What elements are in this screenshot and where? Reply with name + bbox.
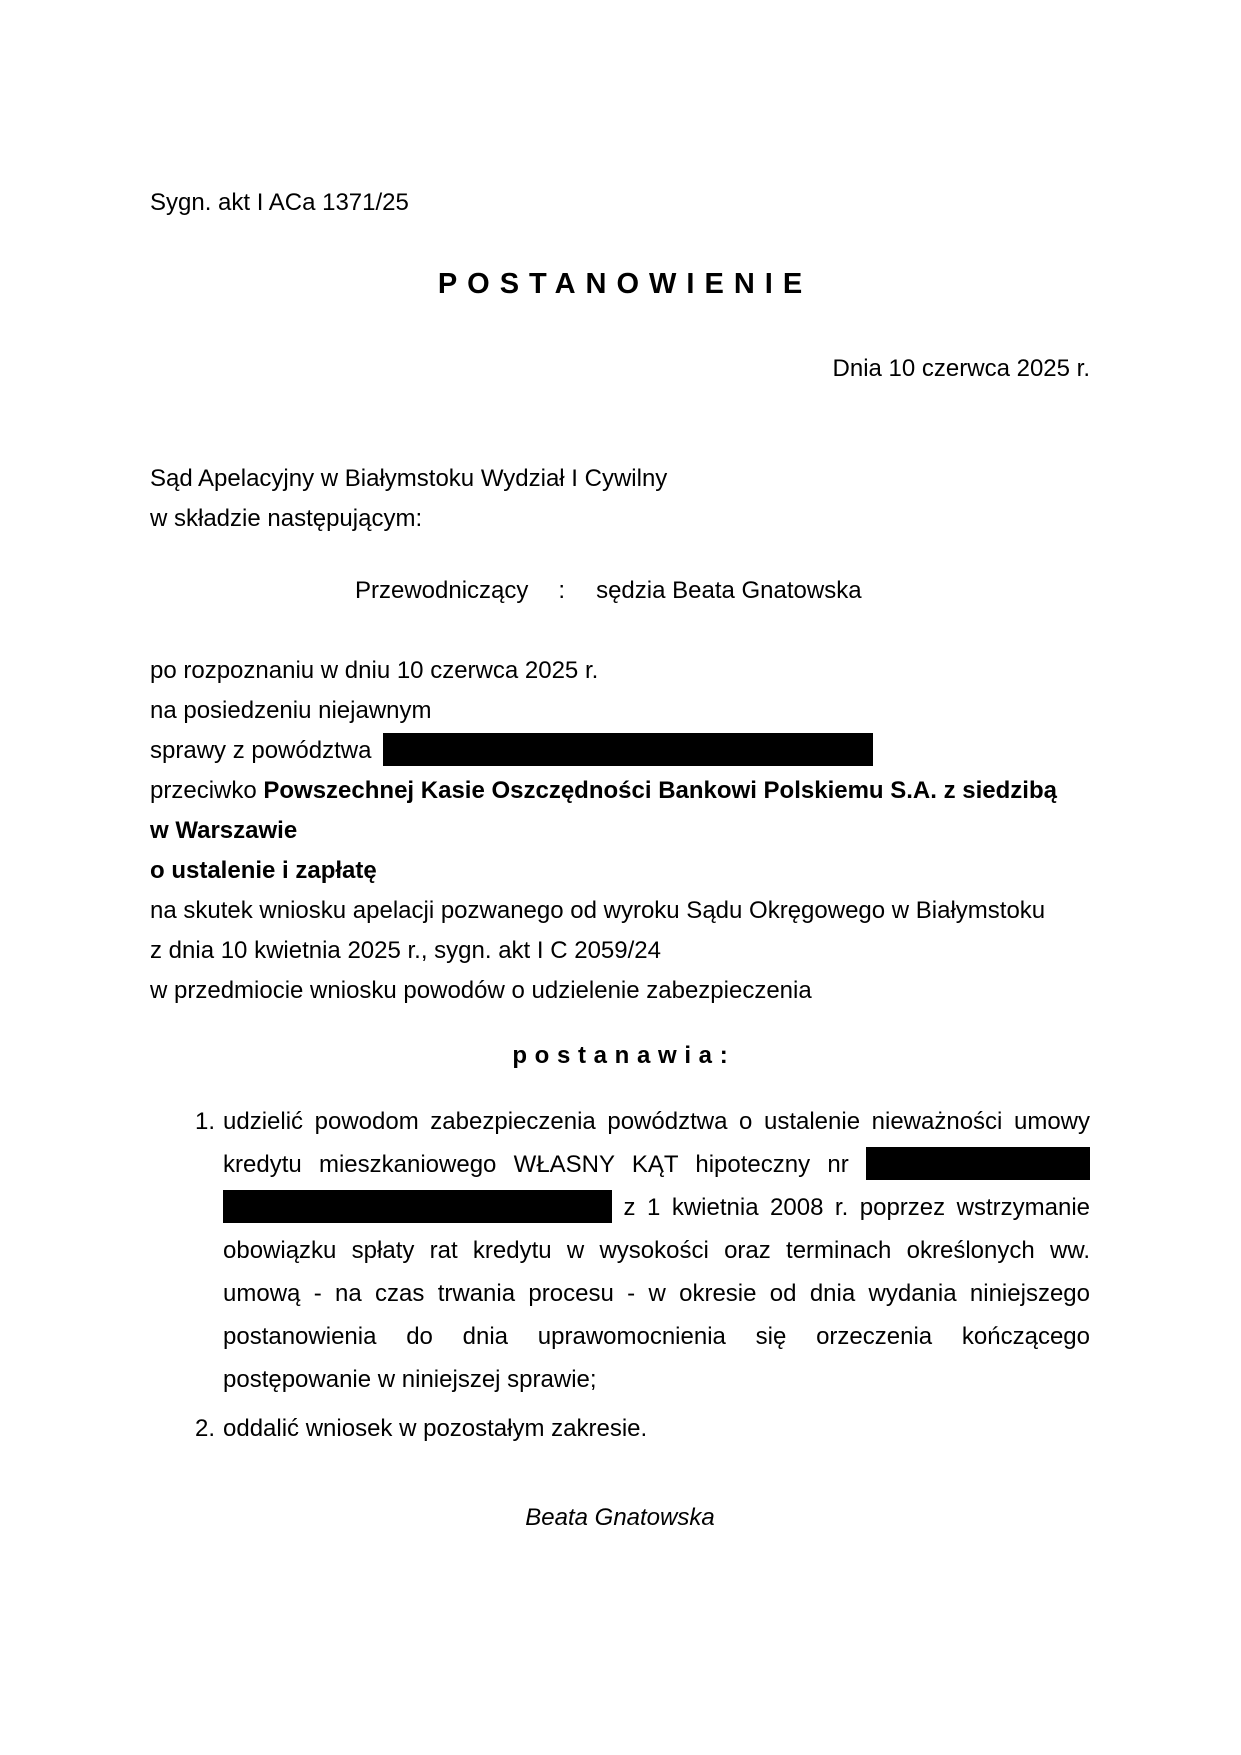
date-line: Dnia 10 czerwca 2025 r. [832,355,1090,382]
ruling-1-line-7: postępowanie w niniejszej sprawie; [223,1366,597,1393]
recitals-block [150,651,1090,1011]
panel-colon: : [558,577,566,604]
composition-intro-line: w składzie następującym: [150,505,423,532]
court-block [150,459,1090,539]
recital-defendant-city: w Warszawie [150,817,298,844]
redaction-bar-contract-1 [866,1147,1090,1180]
rulings-list [150,1100,1090,1450]
ruling-1-line-4: obowiązku spłaty rat kredytu w wysokości oraz terminach określonych ww. [223,1237,1090,1264]
redaction-bar-plaintiff [383,733,873,766]
recital-subject: o ustalenie i zapłatę [150,857,377,884]
defendant-name-bold: Powszechnej Kasie Oszczędności Bankowi Polskiemu S.A. z siedzibą [263,777,1057,804]
ruling-1-line-3-text: z 1 kwietnia 2008 r. poprzez wstrzymanie [623,1194,1090,1221]
recital-defendant [150,771,1090,811]
redaction-bar-contract-2 [223,1190,612,1223]
ruling-1-line-3 [223,1186,1090,1229]
case-number: Sygn. akt I ACa 1371/25 [150,189,409,216]
plaintiff-prefix: sprawy z powództwa [150,737,372,764]
recital-hearing: po rozpoznaniu w dniu 10 czerwca 2025 r. [150,657,599,684]
ruling-1-line-6: postanowienia do dnia uprawomocnienia się orzeczenia kończącego [223,1323,1090,1350]
ruling-2-text: oddalić wniosek w pozostałym zakresie. [223,1415,648,1442]
ruling-heading: p o s t a n a w i a : [512,1042,728,1069]
ruling-1-line-2 [223,1143,1090,1186]
recital-appeal-line2: z dnia 10 kwietnia 2025 r., sygn. akt I C 2059/24 [150,937,661,964]
ruling-1-line-1: udzielić powodom zabezpieczenia powództwa o ustalenie nieważności umowy [223,1108,1090,1135]
ruling-1-line-2-text: kredytu mieszkaniowego WŁASNY KĄT hipoteczny nr [223,1151,849,1178]
signature-name: Beata Gnatowska [525,1504,715,1531]
panel-role: Przewodniczący [355,577,529,604]
ruling-item-1 [150,1100,1090,1401]
defendant-prefix: przeciwko [150,777,257,804]
document-title: POSTANOWIENIE [437,268,813,300]
ruling-1-line-5: umową - na czas trwania procesu - w okresie od dnia wydania niniejszego [223,1280,1090,1307]
ruling-item-2 [150,1407,1090,1450]
recital-plaintiff [150,731,1090,771]
recital-session: na posiedzeniu niejawnym [150,697,432,724]
court-name-line: Sąd Apelacyjny w Białymstoku Wydział I Cywilny [150,465,668,492]
ruling-number-2: 2. [195,1415,216,1442]
recital-appeal-line1: na skutek wniosku apelacji pozwanego od wyroku Sądu Okręgowego w Białymstoku [150,897,1046,924]
recital-matter: w przedmiocie wniosku powodów o udzielenie zabezpieczenia [150,977,812,1004]
panel-line [150,571,1090,611]
ruling-number-1: 1. [195,1108,216,1135]
panel-judge: sędzia Beata Gnatowska [596,577,862,604]
